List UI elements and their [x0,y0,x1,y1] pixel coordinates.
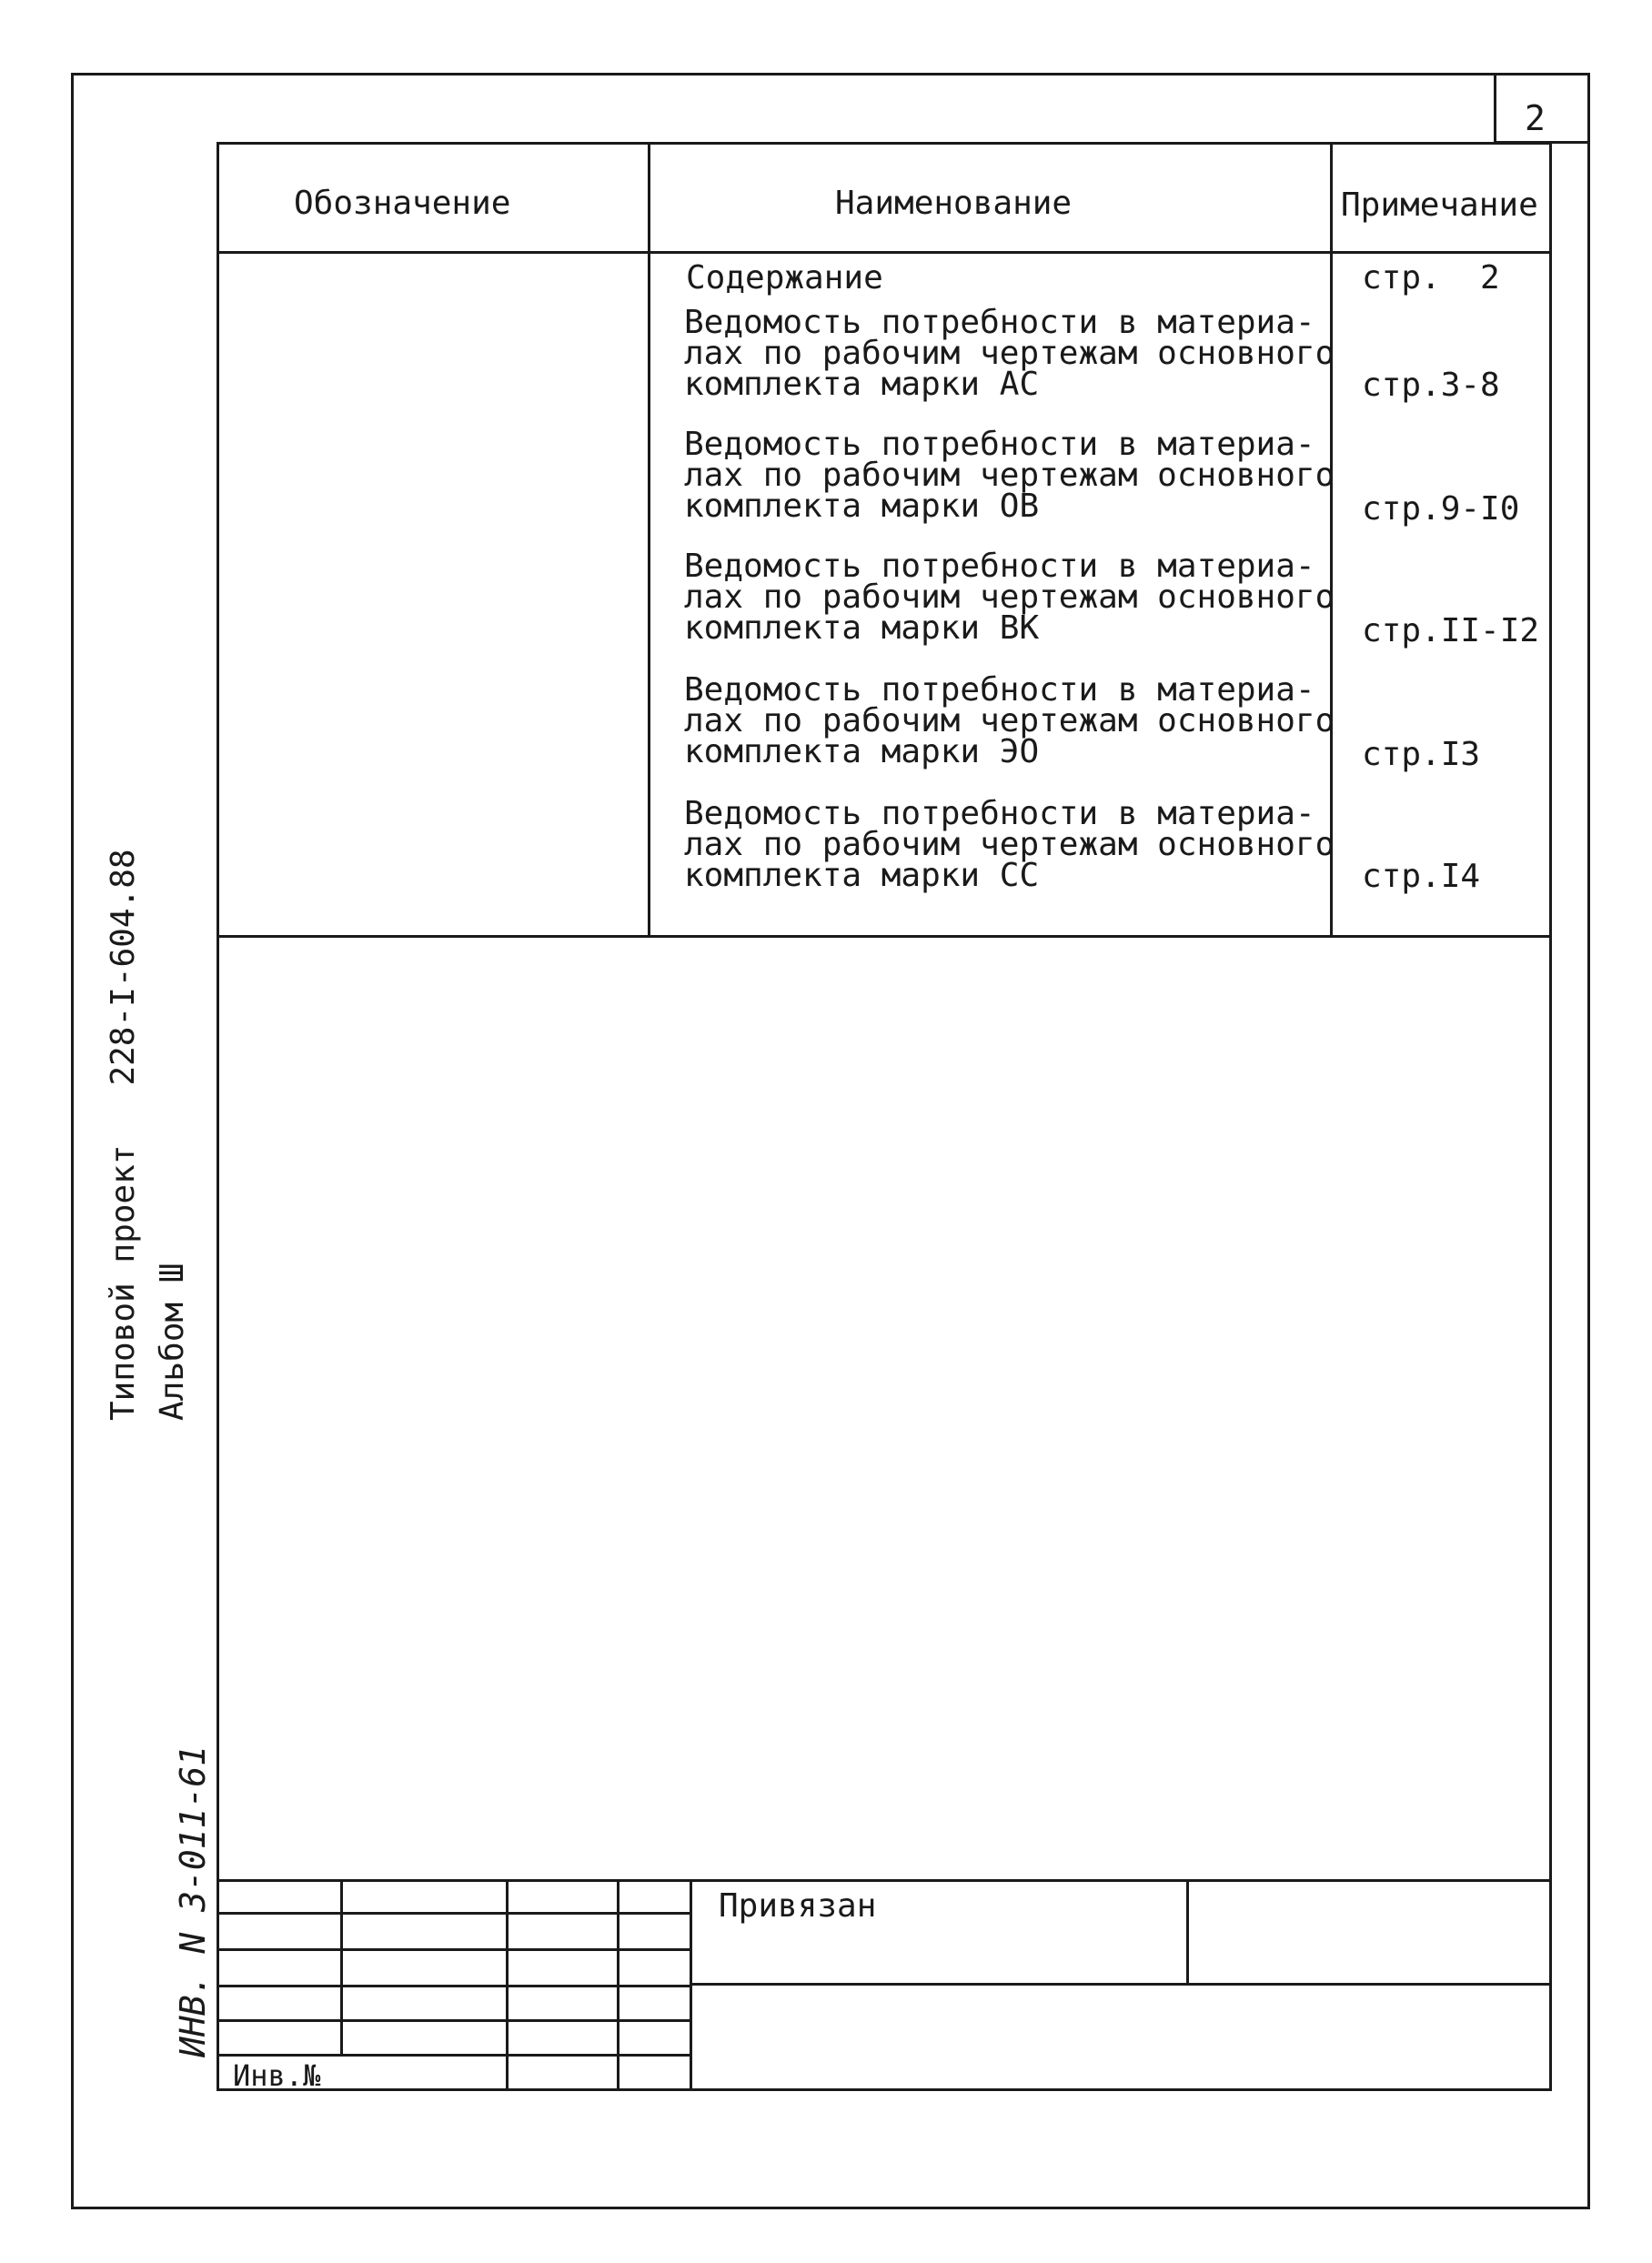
list-item-name: Ведомость потребности в материа- лах по рабочим чертежам основного комплекта марки ВК [684,548,1335,647]
page-number-box-left [1494,73,1496,144]
column-header-name: Наименование [835,185,1073,222]
stamp-grid-row [217,1912,691,1915]
page-number: 2 [1525,98,1546,138]
header-row-divider [217,251,1552,254]
contents-title-note: стр. 2 [1362,259,1500,297]
list-item-note: стр.I4 [1362,858,1481,895]
stamp-grid-row [217,2054,691,2057]
list-item-name: Ведомость потребности в материа- лах по рабочим чертежам основного комплекта марки СС [684,795,1335,894]
list-item-note: стр.II-I2 [1362,612,1540,649]
outer-frame-left [71,73,74,2208]
stamp-grid-row [217,1948,691,1951]
column-divider-1 [648,142,650,937]
table-left-border [217,142,219,2090]
margin-album-label: Альбом Ш [154,1262,191,1421]
list-item-note: стр.I3 [1362,736,1481,773]
contents-bottom-divider [217,935,1552,938]
outer-frame-bottom [71,2207,1590,2209]
stamp-right-row [690,1983,1552,1986]
list-item-name: Ведомость потребности в материа- лах по рабочим чертежам основного комплекта марки ОВ [684,426,1335,525]
table-right-border [1549,142,1552,2090]
stamp-top-border [217,1879,1552,1882]
stamp-grid-row [217,2019,691,2022]
list-item-note: стр.3-8 [1362,367,1500,404]
stamp-grid-col [340,1879,343,2056]
outer-frame-top [71,73,1590,75]
table-top-border [217,142,1552,145]
list-item-note: стр.9-I0 [1362,490,1520,528]
stamp-inv-label: Инв.№ [233,2058,321,2093]
margin-inventory-number: ИНВ. N 3-011-61 [173,1745,213,2057]
stamp-grid-col [506,1879,509,2090]
table-bottom-border [217,2088,1552,2091]
column-header-designation: Обозначение [294,185,511,222]
stamp-bound-divider [1186,1879,1189,1985]
column-header-note: Примечание [1341,186,1538,224]
margin-project-label: Типовой проект 228-I-604.88 [105,849,142,1421]
list-item-name: Ведомость потребности в материа- лах по рабочим чертежам основного комплекта марки АС [684,304,1335,403]
stamp-grid-col [617,1879,620,2090]
outer-frame-right [1587,73,1590,2208]
stamp-bound-label: Привязан [719,1887,877,1925]
contents-title: Содержание [686,259,883,297]
list-item-name: Ведомость потребности в материа- лах по рабочим чертежам основного комплекта марки ЭО [684,671,1335,770]
stamp-grid-row [217,1985,691,1987]
